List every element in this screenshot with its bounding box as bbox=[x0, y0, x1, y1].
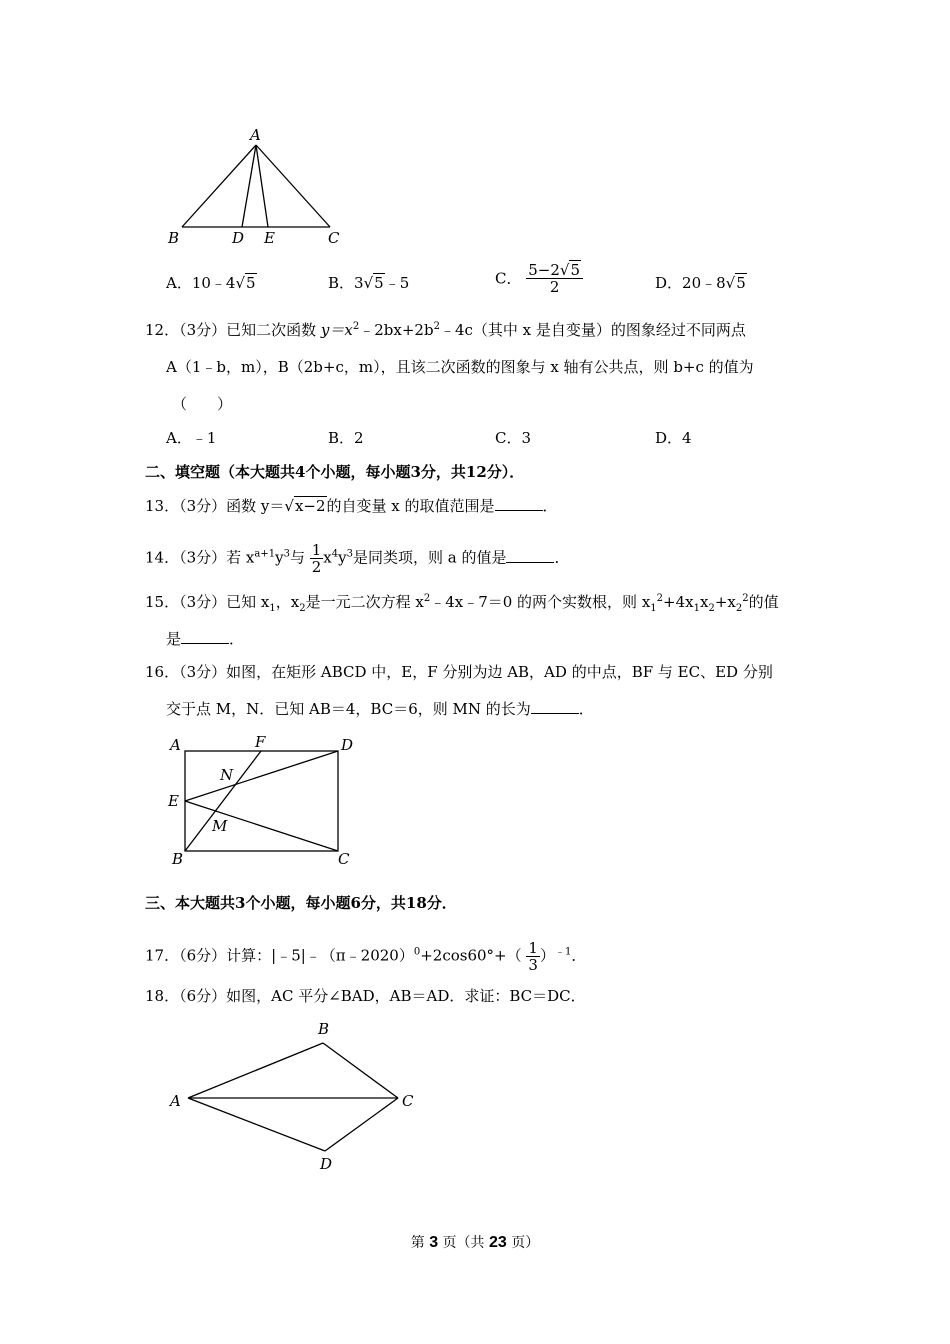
label-E: E bbox=[168, 792, 179, 810]
q11-option-b: B．3√5﹣5 bbox=[328, 274, 410, 292]
section-2-heading: 二、填空题（本大题共4个小题，每小题3分，共12分）． bbox=[145, 463, 525, 481]
label-D: D bbox=[341, 736, 354, 754]
q15-line2: 是 ． bbox=[166, 630, 245, 648]
page-footer: 第 3 页（共 23 页） bbox=[410, 1234, 540, 1251]
q12-option-b: B．2 bbox=[328, 429, 364, 447]
label-C: C bbox=[402, 1092, 414, 1110]
q16-line2: 交于点 M，N．已知 AB＝4，BC＝6，则 MN 的长为 ． bbox=[166, 700, 594, 718]
answer-blank[interactable] bbox=[531, 699, 579, 714]
q11-option-a: A．10﹣4√5 bbox=[166, 274, 256, 292]
rectangle-figure-q16 bbox=[160, 730, 370, 870]
label-D: D bbox=[320, 1155, 333, 1173]
q17: 17．（6分）计算：|﹣5|﹣（π﹣2020）$^0$+2cos60°+（ $\frac{1}{3}$ ）$^{﹣1}$． bbox=[145, 939, 587, 974]
answer-blank[interactable] bbox=[506, 548, 554, 563]
answer-blank[interactable] bbox=[181, 629, 229, 644]
q12-option-a: A．﹣1 bbox=[166, 429, 217, 447]
label-B: B bbox=[318, 1020, 330, 1038]
q11-option-c: C． $\frac{5-2√5}{2}$ bbox=[495, 262, 583, 295]
fraction-half: $\frac{1}{2}$ bbox=[311, 541, 322, 576]
label-E: E bbox=[264, 229, 275, 247]
label-A: A bbox=[170, 1092, 181, 1110]
label-N: N bbox=[220, 766, 234, 784]
q11-option-d: D．20﹣8√5 bbox=[655, 274, 746, 292]
triangle-figure-q11 bbox=[160, 120, 360, 250]
q12-line3: （ ） bbox=[172, 395, 233, 413]
answer-blank[interactable] bbox=[495, 496, 543, 511]
q12-option-c: C．3 bbox=[495, 429, 532, 447]
label-A: A bbox=[250, 126, 261, 144]
q16-line1: 16．（3分）如图，在矩形 ABCD 中，E，F 分别为边 AB，AD 的中点，BF 与 EC、ED 分别 bbox=[145, 663, 773, 681]
q15-line1: 15．（3分）已知 $x_1$，$x_2$是一元二次方程 $x^2﹣4x﹣7=0$ 的两个实数根，则 $x_1^2+4x_1x_2+x_2^2$的值 bbox=[145, 593, 779, 614]
label-B: B bbox=[168, 229, 180, 247]
label-A: A bbox=[170, 736, 181, 754]
label-F: F bbox=[255, 733, 266, 751]
q12-line2: A（1﹣b，m），B（2b+c，m），且该二次函数的图象与 x 轴有公共点，则 b+c 的值为 bbox=[166, 358, 754, 376]
q18: 18．（6分）如图，AC 平分∠BAD，AB＝AD．求证：BC＝DC． bbox=[145, 987, 586, 1005]
q12-option-d: D．4 bbox=[655, 429, 692, 447]
q12-line1: 12．（3分）已知二次函数 $y=x^2﹣2bx+2b^2﹣4c$（其中 x 是自变量）的图象经过不同两点 bbox=[145, 321, 746, 339]
label-C: C bbox=[328, 229, 340, 247]
label-B: B bbox=[172, 850, 184, 868]
label-D: D bbox=[232, 229, 245, 247]
fraction-third: $\frac{1}{3}$ bbox=[528, 939, 538, 974]
q14: 14．（3分）若 $x^{a+1}y^3$与 $\frac{1}{2}$ $x^4y^3$是同类项，则 a 的值是 ． bbox=[145, 541, 570, 576]
label-C: C bbox=[338, 850, 350, 868]
q13: 13．（3分）函数 y＝√x−2的自变量 x 的取值范围是 ． bbox=[145, 497, 558, 515]
kite-figure-q18 bbox=[160, 1015, 430, 1175]
section-3-heading: 三、本大题共3个小题，每小题6分，共18分． bbox=[145, 894, 457, 912]
label-M: M bbox=[212, 817, 228, 835]
fraction: $\frac{5-2√5}{2}$ bbox=[526, 262, 583, 295]
